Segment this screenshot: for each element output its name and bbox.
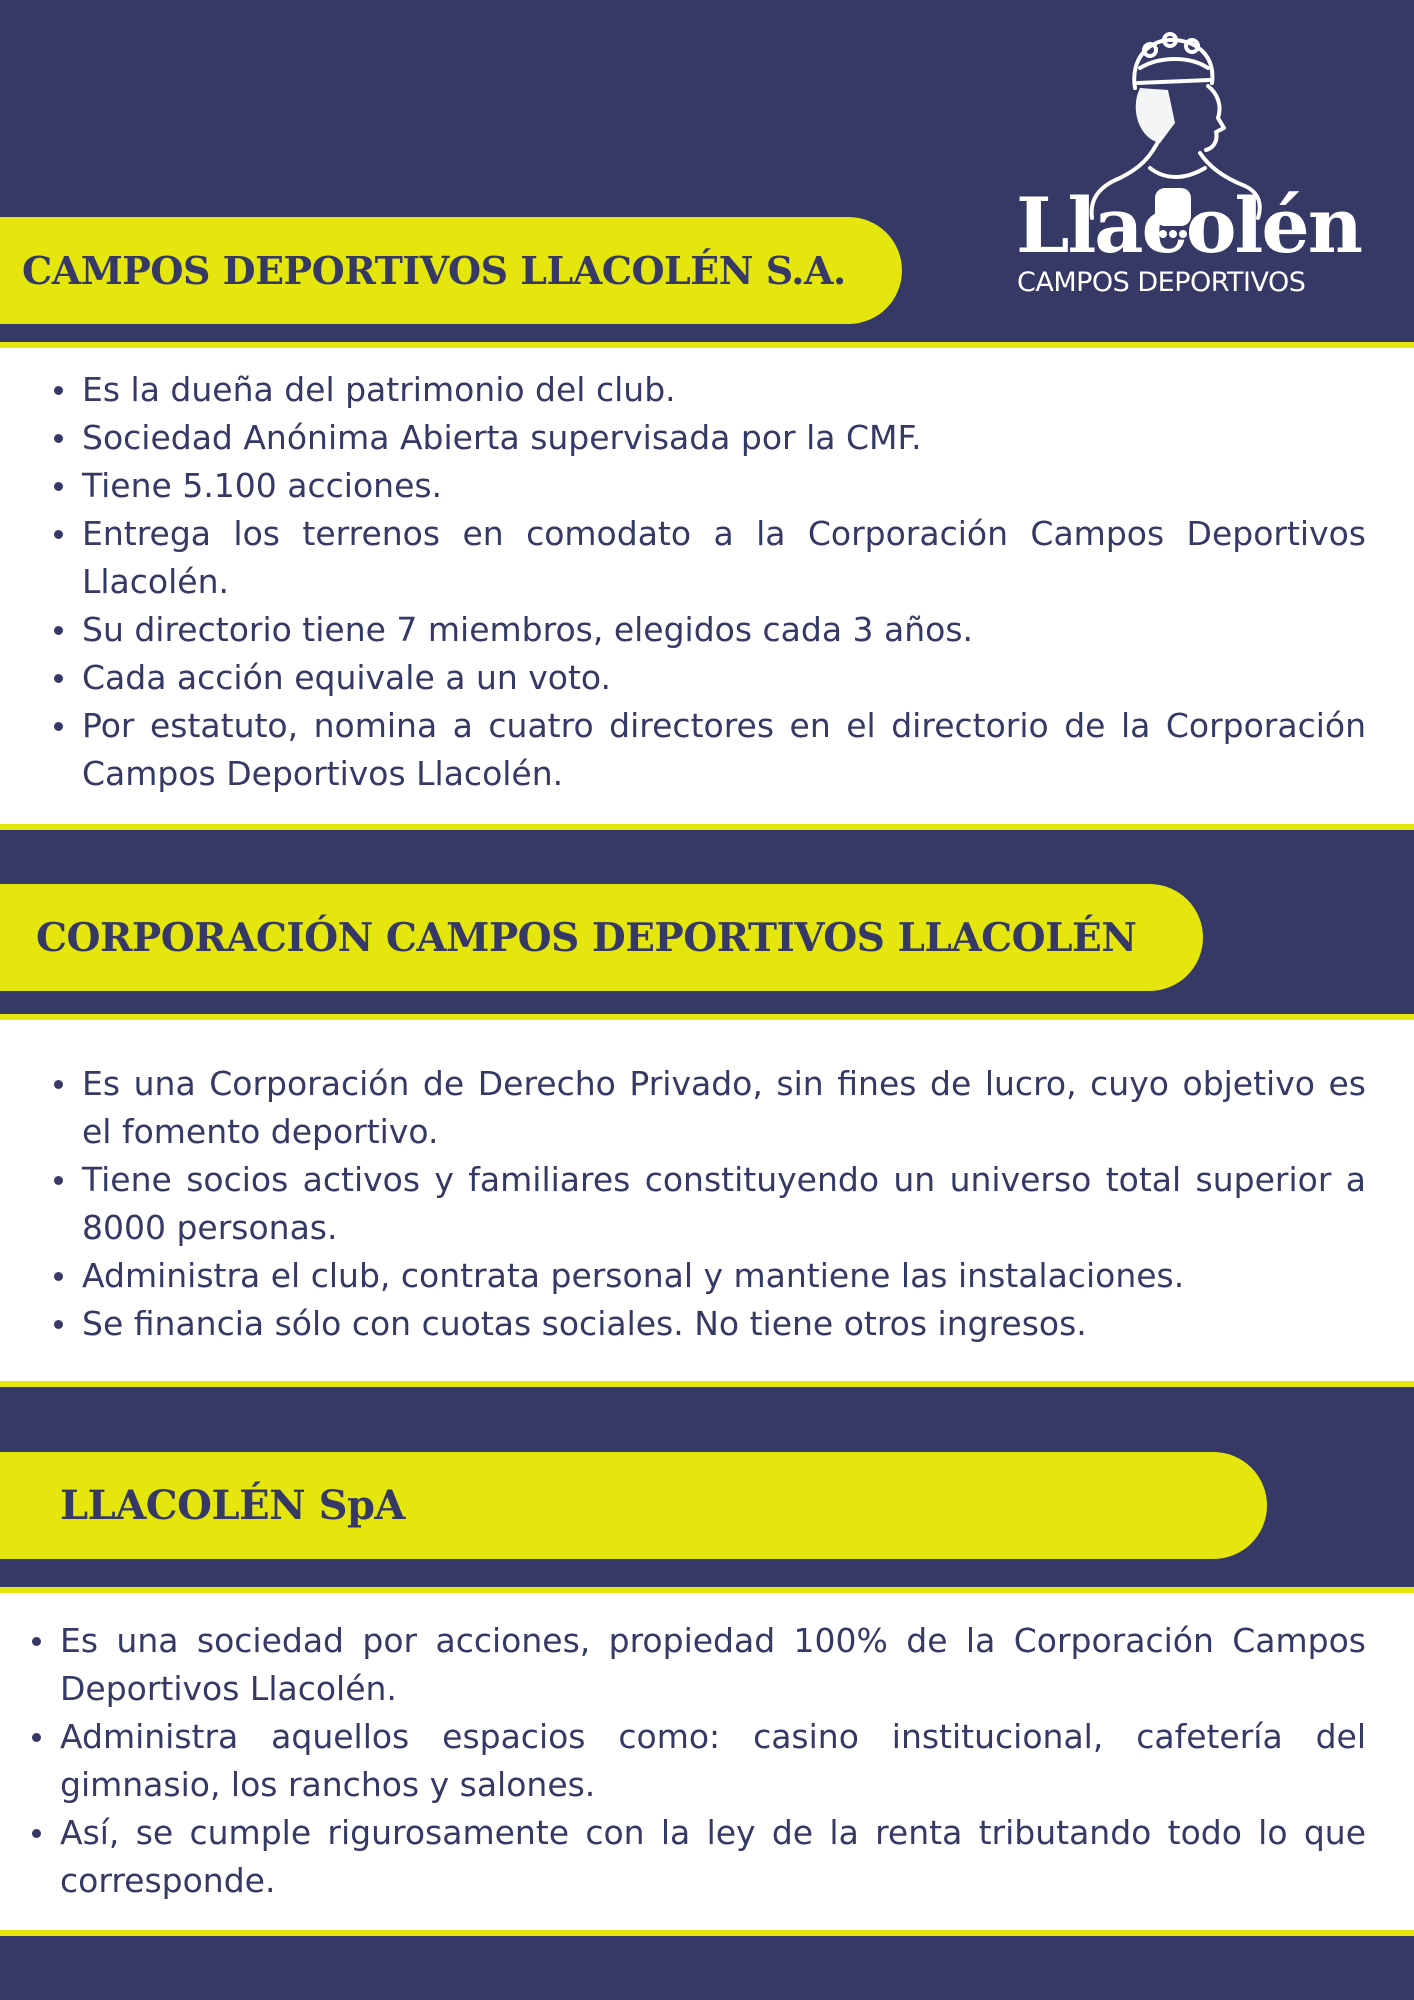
brand-wordmark: Llacolén (1016, 181, 1361, 270)
list-item: Cada acción equivale a un voto. (50, 654, 1366, 702)
divider-line (0, 1014, 1414, 1020)
section-2-title: CORPORACIÓN CAMPOS DEPORTIVOS LLACOLÉN (36, 914, 1137, 961)
list-item: Es una sociedad por acciones, propiedad 100% de la Corporación Campos Deportivos Llacolén. (28, 1617, 1366, 1713)
list-item: Tiene 5.100 acciones. (50, 462, 1366, 510)
section-3-list (28, 1617, 1366, 1905)
divider-line (0, 1587, 1414, 1593)
list-item: Sociedad Anónima Abierta supervisada por la CMF. (50, 414, 1366, 462)
list-item: Administra el club, contrata personal y mantiene las instalaciones. (50, 1252, 1366, 1300)
section-2-title-pill (0, 884, 1203, 991)
list-item: Tiene socios activos y familiares constituyendo un universo total superior a 8000 personas. (50, 1156, 1366, 1252)
brand-subtitle: CAMPOS DEPORTIVOS (1017, 267, 1306, 298)
section-1-title: CAMPOS DEPORTIVOS LLACOLÉN S.A. (22, 248, 846, 293)
section-3-title-pill (0, 1452, 1267, 1559)
section-1-list (50, 366, 1366, 798)
section-3-title: LLACOLÉN SpA (60, 1482, 405, 1529)
divider-line (0, 342, 1414, 348)
list-item: Se financia sólo con cuotas sociales. No tiene otros ingresos. (50, 1300, 1366, 1348)
section-2-list (50, 1060, 1366, 1348)
footer-band (0, 1936, 1414, 2000)
list-item: Administra aquellos espacios como: casino institucional, cafetería del gimnasio, los ranchos y salones. (28, 1713, 1366, 1809)
list-item: Así, se cumple rigurosamente con la ley de la renta tributando todo lo que corresponde. (28, 1809, 1366, 1905)
list-item: Entrega los terrenos en comodato a la Corporación Campos Deportivos Llacolén. (50, 510, 1366, 606)
list-item: Es la dueña del patrimonio del club. (50, 366, 1366, 414)
section-1-title-pill (0, 217, 902, 324)
list-item: Por estatuto, nomina a cuatro directores en el directorio de la Corporación Campos Deportivos Llacolén. (50, 702, 1366, 798)
list-item: Es una Corporación de Derecho Privado, sin fines de lucro, cuyo objetivo es el fomento deportivo. (50, 1060, 1366, 1156)
list-item: Su directorio tiene 7 miembros, elegidos cada 3 años. (50, 606, 1366, 654)
